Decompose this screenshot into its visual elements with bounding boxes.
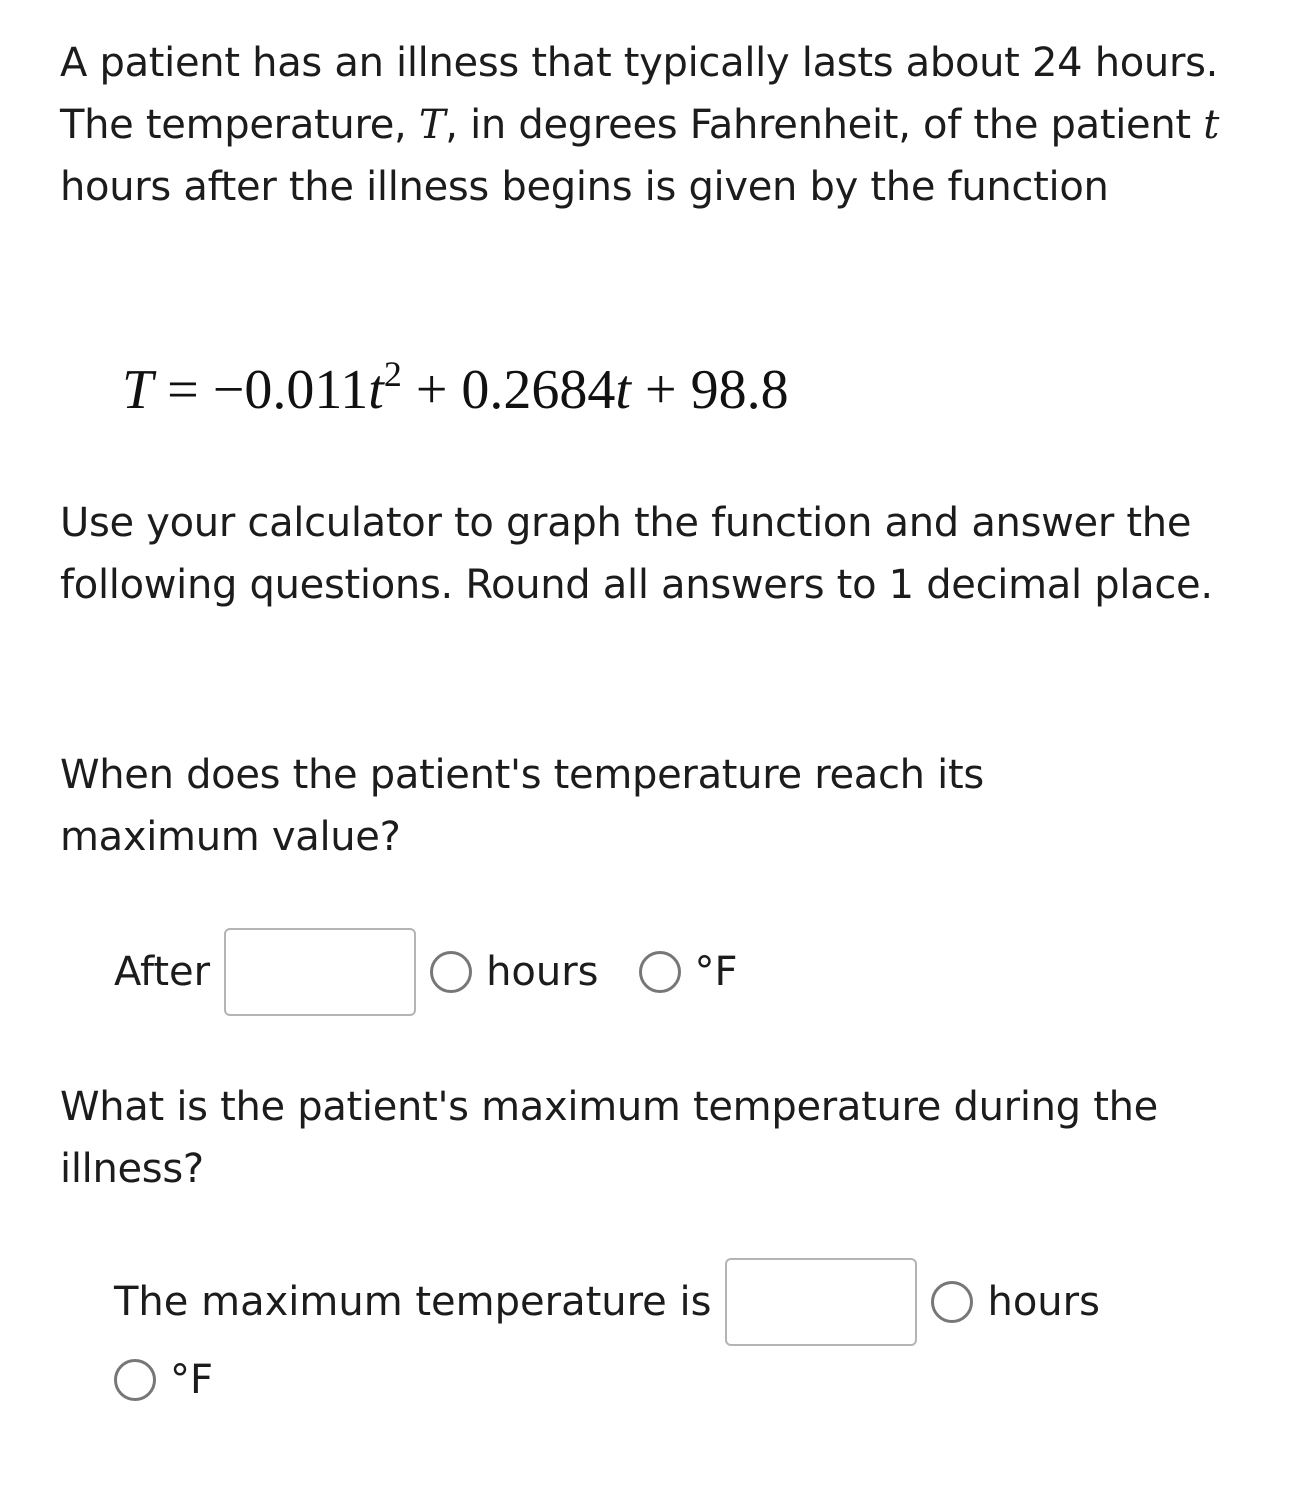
question2-radio-hours[interactable] — [931, 1281, 973, 1323]
question2-prefix: The maximum temperature is — [114, 1279, 712, 1325]
question1-radio-fahrenheit[interactable] — [639, 951, 681, 993]
question2-answer-input[interactable] — [725, 1258, 917, 1346]
question1-option-fahrenheit-label: °F — [694, 949, 738, 995]
question2-second-option-row — [114, 1350, 213, 1410]
question1-prefix: After — [114, 949, 211, 995]
question1-option-hours-label: hours — [486, 949, 599, 995]
question2-option-hours-label: hours — [987, 1279, 1100, 1325]
temperature-function-formula: $T = -0.011t^2 + 0.2684t + 98.8$ — [122, 354, 789, 421]
problem-intro: A patient has an illness that typically lasts about 24 hours. The temperature, T, in degrees Fahrenheit, of the patient t hours after the illness begins is given by the function — [60, 40, 1219, 210]
variable-t: t — [1203, 102, 1219, 148]
question1-radio-hours[interactable] — [430, 951, 472, 993]
variable-T: T — [418, 102, 446, 148]
question2-radio-fahrenheit[interactable] — [114, 1359, 156, 1401]
question2-prompt: What is the patient's maximum temperature during the illness? — [60, 1084, 1158, 1192]
question1-answer-row — [114, 928, 738, 1016]
question1-prompt: When does the patient's temperature reach its maximum value? — [60, 752, 984, 860]
question1-answer-input[interactable] — [224, 928, 416, 1016]
question2-option-fahrenheit-label: °F — [170, 1357, 214, 1403]
instructions: Use your calculator to graph the function and answer the following questions. Round all answers to 1 decimal place. — [60, 500, 1213, 608]
question2-answer-row — [114, 1258, 1100, 1346]
